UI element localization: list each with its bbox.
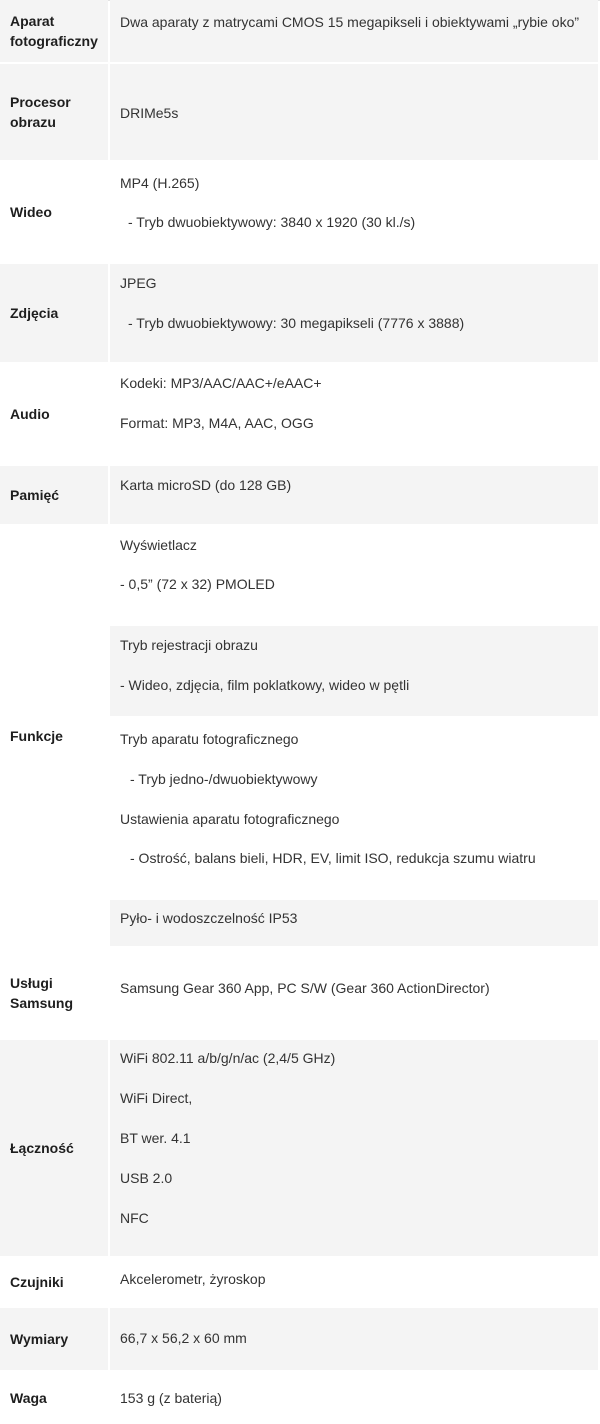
value-line: Tryb aparatu fotograficznego — [120, 731, 299, 747]
value-connectivity — [110, 1040, 598, 1256]
value-functions-camera — [110, 718, 598, 898]
value-line: USB 2.0 — [120, 1170, 173, 1186]
value-line: Pyło- i wodoszczelność IP53 — [120, 910, 298, 926]
value-line: - 0,5” (72 x 32) PMOLED — [120, 576, 275, 592]
value-line: - Tryb dwuobiektywowy: 30 megapikseli (7776 x 3888) — [128, 315, 465, 331]
value-functions-recording — [110, 626, 598, 716]
label-photos: Zdjęcia — [0, 264, 108, 362]
value-line: Wyświetlacz — [120, 537, 197, 553]
value-line: WiFi 802.11 a/b/g/n/ac (2,4/5 GHz) — [120, 1050, 336, 1066]
label-weight: Waga — [0, 1372, 108, 1424]
value-line: Dwa aparaty z matrycami CMOS 15 megapikseli i obiektywami „rybie oko” — [120, 14, 580, 30]
value-line: NFC — [120, 1210, 149, 1226]
value-line: - Tryb dwuobiektywowy: 3840 x 1920 (30 kl./s) — [128, 214, 416, 230]
value-functions-display — [110, 526, 598, 624]
value-line: BT wer. 4.1 — [120, 1130, 191, 1146]
label-services: Usługi Samsung — [0, 948, 108, 1038]
value-line: DRIMe5s — [120, 105, 179, 121]
label-video: Wideo — [0, 162, 108, 262]
label-camera: Aparat fotograficzny — [0, 0, 108, 62]
value-line: WiFi Direct, — [120, 1090, 193, 1106]
label-functions: Funkcje — [0, 526, 108, 946]
value-line: MP4 (H.265) — [120, 175, 200, 191]
value-line: Tryb rejestracji obrazu — [120, 637, 258, 653]
label-memory: Pamięć — [0, 466, 108, 524]
value-functions-ip — [110, 900, 598, 946]
value-line: - Wideo, zdjęcia, film poklatkowy, wideo w pętli — [120, 677, 410, 693]
value-line: 153 g (z baterią) — [120, 1390, 222, 1406]
value-processor — [110, 64, 598, 160]
value-line: - Tryb jedno-/dwuobiektywowy — [130, 771, 318, 787]
value-line: Kodeki: MP3/AAC/AAC+/eAAC+ — [120, 375, 322, 391]
value-sensors — [110, 1258, 598, 1306]
value-dimensions — [110, 1308, 598, 1370]
value-camera — [110, 0, 598, 62]
label-audio: Audio — [0, 364, 108, 464]
label-dimensions: Wymiary — [0, 1308, 108, 1370]
value-line: Samsung Gear 360 App, PC S/W (Gear 360 ActionDirector) — [120, 980, 490, 996]
value-line: Akcelerometr, żyroskop — [120, 1271, 266, 1287]
value-line: - Ostrość, balans bieli, HDR, EV, limit ISO, redukcja szumu wiatru — [130, 850, 536, 866]
value-photos — [110, 264, 598, 362]
value-line: Ustawienia aparatu fotograficznego — [120, 811, 340, 827]
value-line: Format: MP3, M4A, AAC, OGG — [120, 415, 314, 431]
value-line: Karta microSD (do 128 GB) — [120, 477, 292, 493]
value-audio — [110, 364, 598, 464]
value-line: 66,7 x 56,2 x 60 mm — [120, 1330, 247, 1346]
value-line: JPEG — [120, 275, 157, 291]
value-video — [110, 162, 598, 262]
value-weight — [110, 1372, 598, 1424]
label-processor: Procesor obrazu — [0, 64, 108, 160]
value-memory — [110, 466, 598, 524]
label-sensors: Czujniki — [0, 1258, 108, 1306]
value-services — [110, 948, 598, 1038]
label-connectivity: Łączność — [0, 1040, 108, 1256]
